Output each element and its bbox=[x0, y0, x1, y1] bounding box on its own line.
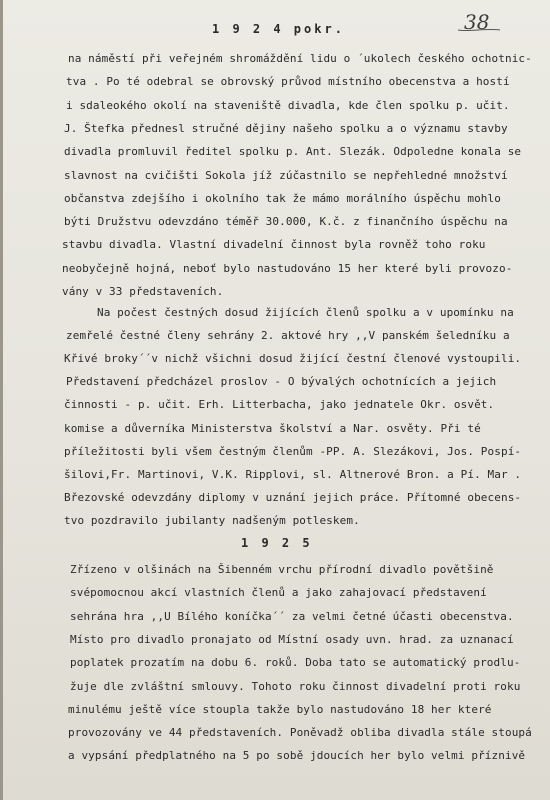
typed-line: komise a důverníka Ministerstva školství a Nar. osvěty. Při té bbox=[64, 421, 481, 435]
section-heading-1925: 1 9 2 5 bbox=[241, 536, 313, 550]
typed-line: Křivé broky´´v nichž všichni dosud žijící čestní členové vystoupili. bbox=[64, 352, 522, 366]
typed-line: poplatek prozatím na dobu 6. roků. Doba tato se automatický prodlu- bbox=[70, 656, 521, 670]
typed-line: Březovské odevzdány diplomy v uznání jejich práce. Přítomné obecens- bbox=[64, 490, 522, 504]
page-edge bbox=[0, 0, 3, 800]
typed-line: býti Družstvu odevzdáno téměř 30.000, K.č. z finančního úspěchu na bbox=[64, 215, 508, 229]
typed-line: příležitosti byli všem čestným členům -PP. A. Slezákovi, Jos. Pospí- bbox=[64, 444, 522, 458]
typed-line: divadla promluvil ředitel spolku p. Ant. Slezák. Odpoledne konala se bbox=[64, 145, 522, 159]
typed-line: minulému ještě více stoupla takže bylo nastudováno 18 her které bbox=[68, 702, 492, 716]
typed-line: tvo pozdravilo jubilanty nadšeným potleskem. bbox=[64, 513, 360, 527]
typed-line: na náměstí při veřejném shromáždění lidu o ´ukolech českého ochotnic- bbox=[68, 52, 532, 65]
page-number-underline bbox=[456, 27, 502, 33]
typed-line: Na počest čestných dosud žijících členů spolku a v upomínku na bbox=[97, 306, 514, 319]
typed-line: neobyčejně hojná, neboť bylo nastudováno 15 her které byli provozo- bbox=[62, 261, 513, 275]
typed-line: vány v 33 představeních. bbox=[62, 285, 224, 298]
typed-line: činnosti - p. učit. Erh. Litterbacha, jako jednatele Okr. osvět. bbox=[64, 398, 495, 412]
typed-line: žuje dle zvláštní smlouvy. Tohoto roku činnost divadelní proti roku bbox=[70, 679, 521, 693]
typed-line: šilovi,Fr. Martinovi, V.K. Ripplovi, sl. Altnerové Bron. a Pí. Mar . bbox=[64, 467, 522, 481]
typed-line: sehrána hra ,,U Bílého koníčka´´ za velmi četné účasti obecenstva. bbox=[70, 609, 514, 623]
typed-line: i sdaleokého okolí na staveniště divadla, kde člen spolku p. učit. bbox=[66, 98, 510, 112]
typed-line: a vypsání předplatného na 5 po sobě jdoucích her bylo velmi příznivě bbox=[68, 749, 526, 763]
typed-line: svépomocnou akcí vlastních členů a jako zahajovací představení bbox=[70, 586, 487, 600]
typed-line: slavnost na cvičišti Sokola jíž zúčastnilo se nepřehledné množství bbox=[64, 168, 508, 182]
typed-line: J. Štefka přednesl stručné dějiny našeho spolku a o významu stavby bbox=[64, 121, 508, 135]
typed-line: provozovány ve 44 představeních. Poněvadž obliba divadla stále stoupá bbox=[68, 726, 532, 740]
typed-line: stavbu divadla. Vlastní divadelní činnost byla rovněž toho roku bbox=[62, 238, 486, 252]
typed-line: občanstva zdejšího i okolního tak že mámo morálního úspěchu mohlo bbox=[64, 191, 501, 205]
typed-line: Místo pro divadlo pronajato od Místní osady uvn. hrad. za uznanací bbox=[70, 632, 514, 646]
handwritten-page-number: 38 bbox=[464, 10, 490, 34]
typed-line: Zřízeno v olšinách na Šibenném vrchu přírodní divadlo povětšině bbox=[70, 563, 494, 576]
typed-line: tva . Po té odebral se obrovský průvod místního obecenstva a hostí bbox=[66, 75, 510, 89]
typed-line: Představení předcházel proslov - O bývalých ochotnících a jejich bbox=[66, 375, 497, 389]
section-heading-1924: 1 9 2 4 pokr. bbox=[212, 22, 345, 36]
typed-line: zemřelé čestné členy sehrány 2. aktové hry ,,V panském šeledníku a bbox=[66, 329, 510, 343]
